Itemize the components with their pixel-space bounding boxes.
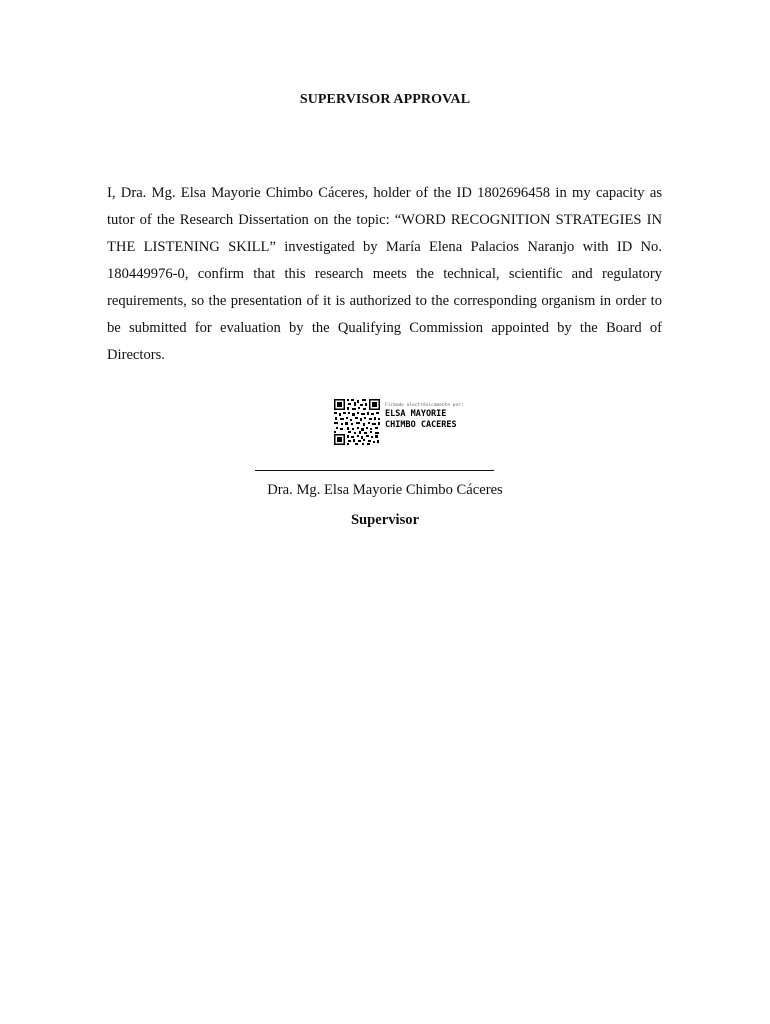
signature-line xyxy=(255,470,494,471)
electronic-signature-stamp xyxy=(333,398,464,446)
signature-stamp-caption: Firmado electrónicamente por: xyxy=(385,403,464,408)
document-title: SUPERVISOR APPROVAL xyxy=(299,92,471,107)
approval-paragraph: I, Dra. Mg. Elsa Mayorie Chimbo Cáceres, holder of the ID 1802696458 in my capacity as tutor of the Research Dissertation on the topic: “WORD RECOGNITION STRATEGIES IN THE LISTENING SKILL” investigated by María Elena Palacios Naranjo with ID No. 180449976-0, confirm that this research meets the technical, scientific and regulatory requirements, so the presentation of it is authorized to the corresponding organism in order to be submitted for evaluation by the Qualifying Commission appointed by the Board of Directors. xyxy=(107,185,662,363)
qr-code-icon xyxy=(333,398,381,446)
signature-stamp-name-line2: CHIMBO CACERES xyxy=(385,420,457,430)
signer-role: Supervisor xyxy=(350,512,420,528)
signature-stamp-text xyxy=(385,402,464,431)
signature-stamp-name-line1: ELSA MAYORIE xyxy=(385,409,447,419)
signer-printed-name: Dra. Mg. Elsa Mayorie Chimbo Cáceres xyxy=(267,482,503,498)
